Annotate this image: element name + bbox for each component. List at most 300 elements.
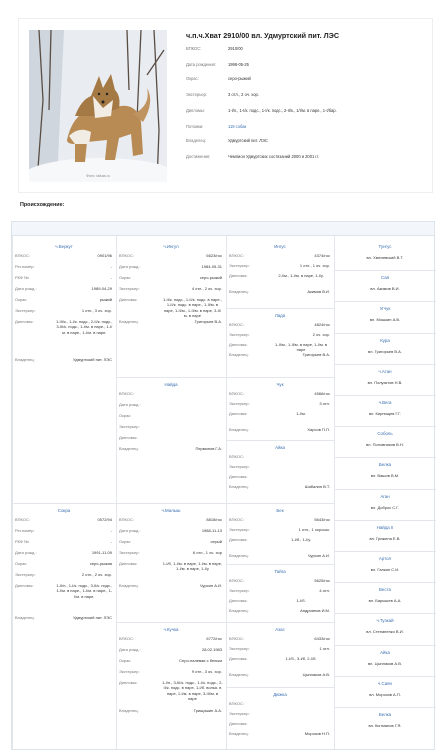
ancestor-cell <box>334 306 436 322</box>
ancestor-cell <box>334 369 436 385</box>
row-separator <box>12 503 116 504</box>
detail-row <box>116 583 226 588</box>
detail-value: 1 отл., 1 хорошо. <box>298 527 330 532</box>
detail-value: 8818/гос <box>206 517 222 522</box>
detail-value: 1991-11-09 <box>91 550 112 555</box>
detail-value: 28.02.1983 <box>201 647 222 652</box>
ancestor-cell <box>334 681 436 697</box>
detail-label: Владелец: <box>229 553 249 558</box>
detail-label: Дипломы: <box>229 721 248 726</box>
ancestor-name-link[interactable]: Тунгус <box>378 244 392 249</box>
ancestor-owner: вл. Григорьев В.А. <box>368 348 402 354</box>
ancestor-cell <box>334 650 436 666</box>
detail-label: Владелец: <box>229 289 249 294</box>
detail-value: 1-I/м. <box>296 411 306 416</box>
detail-row <box>12 550 116 555</box>
detail-row <box>226 474 334 479</box>
ancestor-owner: вл. Барышев А.А. <box>368 598 402 604</box>
detail-label: ВПКОС: <box>229 391 244 396</box>
detail-label: Владелец: <box>15 357 35 362</box>
detail-label: ВПКОС: <box>119 636 134 641</box>
detail-label: РКФ №: <box>15 539 30 544</box>
laika-dog-image <box>29 30 167 182</box>
ancestor-name-link[interactable]: Белка <box>378 712 392 717</box>
detail-row <box>116 253 226 258</box>
info-value: 3 отл., 2 оч. хор. <box>228 92 259 97</box>
detail-label: Дипломы: <box>229 537 248 542</box>
detail-value: 1-I/б. <box>296 598 306 603</box>
ancestor-name-link[interactable]: Найда II <box>376 524 394 530</box>
detail-value: - <box>110 528 112 533</box>
detail-row <box>116 402 226 407</box>
detail-label: Экстерьер: <box>229 263 250 268</box>
detail-label: Экстерьер: <box>229 401 250 406</box>
detail-label: Дипломы: <box>229 273 248 278</box>
detail-row <box>12 615 116 620</box>
detail-value: Удмуртский пит. ЛЭС <box>73 357 112 362</box>
detail-row <box>226 427 334 432</box>
ancestor-name-link[interactable]: ч.Вега <box>378 400 392 405</box>
ancestor-name-link[interactable]: ч.Атан <box>378 368 392 374</box>
row-separator <box>226 440 334 441</box>
info-value[interactable] <box>228 124 246 129</box>
detail-value: 1 отл. <box>319 646 330 651</box>
detail-value: - <box>110 539 112 544</box>
detail-value: 1-I/б., 1-I/у. <box>291 537 311 542</box>
pedigree-table <box>11 221 435 750</box>
detail-row <box>226 731 334 736</box>
detail-row <box>226 352 334 357</box>
ancestor-cell <box>334 618 436 634</box>
detail-value: 1-I/б, 1-I/м. в паре, 1-I/м. в паре, 1-I/м. в паре, 1-I/у <box>162 561 223 572</box>
detail-label: Владелец: <box>119 319 139 324</box>
detail-value: Цыплаков А.В. <box>302 672 330 677</box>
detail-row <box>116 647 226 652</box>
detail-label: Экстерьер: <box>229 527 250 532</box>
detail-row <box>226 454 334 459</box>
detail-value: 1984-05-31 <box>201 264 222 269</box>
dog-title: ч.п.ч.Хват 2910/00 вл. Удмуртский пит. ЛЭС <box>186 31 340 40</box>
ancestor-name-link[interactable]: Веста <box>379 587 391 593</box>
dog-name-link[interactable]: Тайга <box>274 569 286 574</box>
detail-label: Рег.номер: <box>15 264 35 269</box>
detail-label: Окрас: <box>15 297 28 302</box>
detail-label: Дата рожд.: <box>119 264 141 269</box>
detail-row <box>116 708 226 713</box>
detail-row <box>12 308 116 313</box>
detail-row <box>116 669 226 674</box>
detail-label: Дипломы: <box>229 598 248 603</box>
detail-label: Экстерьер: <box>119 286 140 291</box>
detail-label: Дипломы: <box>229 474 248 479</box>
row-separator <box>116 503 226 504</box>
detail-label: Дипломы: <box>229 342 248 347</box>
detail-label: ВПКОС: <box>229 578 244 583</box>
ancestor-name-link[interactable]: Соболь <box>377 431 393 437</box>
detail-value: Удмуртский пит. ЛЭС <box>73 615 112 620</box>
detail-label: Окрас: <box>119 413 132 418</box>
row-separator <box>334 520 436 521</box>
detail-row <box>226 391 334 396</box>
detail-row <box>226 517 334 522</box>
detail-label: ВПКОС: <box>119 253 134 258</box>
ancestor-owner: вл. Вашов В.М. <box>370 473 400 479</box>
detail-label: Экстерьер: <box>119 669 140 674</box>
detail-row <box>12 572 116 577</box>
detail-label: Владелец: <box>229 672 249 677</box>
row-separator <box>334 489 436 490</box>
detail-value: 4566/гос <box>314 391 330 396</box>
detail-label: ВПКОС: <box>229 517 244 522</box>
info-value: 2910/00 <box>228 46 243 51</box>
detail-row <box>226 322 334 327</box>
detail-label: Дипломы: <box>119 435 138 440</box>
detail-row <box>226 646 334 651</box>
detail-value: 4824/гос <box>314 322 330 327</box>
detail-value: 6433/гос <box>314 636 330 641</box>
detail-row <box>226 332 334 337</box>
row-separator <box>334 707 436 708</box>
detail-label: Владелец: <box>229 608 249 613</box>
dog-name-link[interactable]: ч.Беркут <box>55 244 73 249</box>
info-value: Чемпион Удмуртских состязаний 2000 и 2001 гг. <box>228 154 320 159</box>
detail-row <box>226 701 334 706</box>
ancestor-cell <box>334 556 436 572</box>
detail-label: Экстерьер: <box>15 308 36 313</box>
detail-value: 1-II/м., 1-II/м. в паре, 1-I/м. в паре <box>275 342 328 353</box>
detail-label: Экстерьер: <box>229 646 250 651</box>
detail-label: Окрас: <box>119 658 132 663</box>
detail-label: Дипломы: <box>229 411 248 416</box>
info-label: ВПКОС: <box>186 46 202 51</box>
row-separator <box>226 687 334 688</box>
ancestor-owner: вл. Морозов А.П. <box>369 691 401 697</box>
detail-label: Владелец: <box>119 446 139 451</box>
detail-row <box>116 413 226 418</box>
ancestor-cell <box>334 244 436 260</box>
detail-row <box>226 253 334 258</box>
detail-value: Серо-палевая с белым <box>179 658 222 663</box>
ancestor-owner: вл. Хмелевский В.Т. <box>366 255 404 260</box>
row-separator <box>116 622 226 623</box>
row-separator <box>334 364 436 365</box>
detail-label: Дата рожд.: <box>119 402 141 407</box>
row-separator <box>226 622 334 623</box>
detail-label: Дипломы: <box>15 583 34 588</box>
info-label: Владелец: <box>186 138 207 143</box>
detail-label: ВПКОС: <box>229 454 244 459</box>
detail-label: Экстерьер: <box>119 550 140 555</box>
dog-name-link[interactable]: Сокра <box>57 508 71 513</box>
ancestor-owner: вл. Кирпищев Г.Г. <box>368 411 402 416</box>
detail-row <box>226 588 334 593</box>
detail-label: ВПКОС: <box>119 517 134 522</box>
dog-name-link[interactable]: Ингус <box>274 244 286 249</box>
ancestor-name-link[interactable]: ч.Саян <box>378 680 392 686</box>
detail-row <box>12 253 116 258</box>
info-label: Окрас: <box>186 76 199 81</box>
detail-value: Чурсин А.И. <box>199 583 222 588</box>
detail-row <box>12 539 116 544</box>
row-separator <box>334 426 436 427</box>
ancestor-name-link[interactable]: Айка <box>380 649 390 655</box>
dog-name-link[interactable]: Бек <box>276 508 284 513</box>
detail-label: Дипломы: <box>119 680 138 685</box>
detail-row <box>12 297 116 302</box>
dog-name-link[interactable]: ч.Малыш <box>161 508 181 513</box>
detail-label: Окрас: <box>119 275 132 280</box>
dog-photo[interactable] <box>29 30 167 182</box>
ancestor-name-link[interactable]: Артол <box>378 556 392 561</box>
detail-value: Перминов Г.А. <box>195 446 222 451</box>
detail-value: 9 отл., 3 оч. хор. <box>191 669 222 674</box>
ancestor-name-link[interactable]: Угчук <box>379 306 391 312</box>
detail-value: 2 оч. хор. <box>312 332 330 337</box>
row-separator <box>334 457 436 458</box>
detail-value: рыжий <box>99 297 112 302</box>
detail-value: серый <box>210 539 222 544</box>
row-separator <box>334 551 436 552</box>
detail-value: Грищишин А.А. <box>193 708 222 713</box>
detail-row <box>12 286 116 291</box>
detail-value: Григорьев В.А. <box>302 352 330 357</box>
detail-label: Владелец: <box>229 484 249 489</box>
ancestor-name-link[interactable]: Аган <box>380 493 390 499</box>
detail-value: 1-II/п., 1-I/к. подс., 3-II/к. подс., 1-I/м. в паре., 1-I/м. в паре., 1-I/м. в паре. <box>56 583 113 599</box>
ancestor-owner: вл. Степаненко В.И. <box>366 629 404 635</box>
detail-row <box>116 550 226 555</box>
detail-value: Акимов В.И. <box>307 289 330 294</box>
detail-label: Экстерьер: <box>229 588 250 593</box>
detail-row <box>226 401 334 406</box>
detail-value: Андриянов И.М. <box>300 608 330 613</box>
detail-label: Окрас: <box>15 561 28 566</box>
detail-label: Дата рожд.: <box>15 286 37 291</box>
detail-row <box>116 319 226 324</box>
detail-value: 1 отл., 1 оч. хор. <box>299 263 330 268</box>
detail-value: 6623/гос <box>206 253 222 258</box>
detail-row <box>116 446 226 451</box>
detail-row <box>12 264 116 269</box>
detail-label: Экстерьер: <box>229 464 250 469</box>
row-separator <box>334 645 436 646</box>
detail-row <box>12 517 116 522</box>
detail-label: ВПКОС: <box>229 636 244 641</box>
detail-row <box>226 263 334 268</box>
detail-row <box>116 435 226 440</box>
detail-row <box>226 578 334 583</box>
detail-label: ВПКОС: <box>229 253 244 258</box>
detail-row <box>116 658 226 663</box>
detail-row <box>116 391 226 396</box>
ancestor-owner: вл. Доброс С.Г. <box>370 504 400 510</box>
dog-name-link[interactable]: Азас <box>275 627 285 632</box>
detail-value: 1-I/п., 3-III/к. подс., 1-I/к. подс., 2-II/к. подс. в паре, 1-I/б. волья. в паре, 1-I/м. в паре, 3-III/м. в паре <box>162 680 223 702</box>
detail-label: ВПКОС: <box>229 701 244 706</box>
detail-row <box>226 636 334 641</box>
detail-value: Морозов Н.П. <box>304 731 330 736</box>
detail-label: Владелец: <box>119 583 139 588</box>
detail-value: 2 отл., 2 оч. хор. <box>81 572 112 577</box>
info-value: Удмуртский пит. ЛЭС <box>228 138 268 143</box>
detail-value: 0572/94 <box>97 517 112 522</box>
dog-name-link[interactable]: Найда <box>164 382 178 387</box>
ancestor-cell <box>334 712 436 728</box>
detail-value: Харсов П.П. <box>307 427 330 432</box>
row-separator <box>334 270 436 271</box>
detail-label: ВПКОС: <box>15 253 30 258</box>
descendants-link[interactable]: 119 собак <box>228 124 247 129</box>
row-separator <box>334 395 436 396</box>
detail-label: ВПКОС: <box>229 322 244 327</box>
detail-value: 1 отл., 3 оч. хор. <box>81 308 112 313</box>
detail-label: Экстерьер: <box>229 332 250 337</box>
detail-row <box>12 561 116 566</box>
photo-caption: Фото: laikas.ru <box>86 174 110 178</box>
dog-name-link[interactable]: Чук <box>276 382 284 387</box>
row-separator <box>334 582 436 583</box>
row-separator <box>334 676 436 677</box>
detail-value: 4374/гос <box>314 253 330 258</box>
ancestor-name-link[interactable]: Белка <box>378 462 392 468</box>
ancestor-owner: вл. Полуэктов Н.В. <box>367 379 403 385</box>
info-label: Достижения: <box>186 154 211 159</box>
ancestor-owner: вл. Грижена Е.В. <box>369 535 401 541</box>
detail-value: 6772/гос <box>206 636 222 641</box>
detail-row <box>116 517 226 522</box>
detail-row <box>226 527 334 532</box>
detail-label: Владелец: <box>229 731 249 736</box>
info-value: серо-рыжий <box>228 76 251 81</box>
detail-label: Дата рожд.: <box>119 528 141 533</box>
detail-value: 1-III/к., 1-I/к. подс., 2-II/к. подс., 3-III/к. подс., 1-I/м. в паре., 1-I/м. в паре., 1-I/м. в паре. <box>56 319 113 335</box>
detail-label: Владелец: <box>229 352 249 357</box>
dog-name-link[interactable]: ч.Ингул <box>163 244 179 249</box>
ancestor-owner: вл. Кытманов Г.Я. <box>368 723 402 728</box>
row-separator <box>334 333 436 334</box>
detail-value: 6 отл., 1 оч. хор <box>192 550 222 555</box>
detail-value: 4 отл. <box>319 588 330 593</box>
detail-value: Чурсин А.И. <box>307 553 330 558</box>
detail-row <box>116 286 226 291</box>
row-separator <box>226 308 334 309</box>
ancestor-cell <box>334 525 436 541</box>
ancestor-owner: вл. Акимов В.И. <box>370 286 400 292</box>
detail-label: Экстерьер: <box>119 424 140 429</box>
detail-row <box>226 464 334 469</box>
dog-name-link[interactable]: ч.Кучка <box>163 627 179 632</box>
detail-label: Экстерьер: <box>229 711 250 716</box>
detail-row <box>116 528 226 533</box>
dog-name-link[interactable]: Айка <box>275 445 285 450</box>
detail-value: серо-рыжий <box>199 275 222 280</box>
detail-row <box>12 357 116 362</box>
detail-row <box>226 721 334 726</box>
dog-name-link[interactable]: Дюжка <box>273 692 287 697</box>
detail-value: Григорьев В.А. <box>194 319 222 324</box>
info-value: 1-I/п., 1-I/к. подс., 1-I/к. подс., 2-II/к., 1/I/м. в паре., 1-I/бар. <box>228 108 337 113</box>
detail-value: 2-I/м., 1-I/м. в паре, 1-I/у. <box>278 273 324 278</box>
detail-label: Владелец: <box>119 708 139 713</box>
detail-row <box>226 608 334 613</box>
detail-value: 1988-11-13 <box>201 528 222 533</box>
ancestor-owner: вл. Половников В.Н. <box>366 442 404 448</box>
info-label: Дата рождения: <box>186 62 217 67</box>
ancestor-cell <box>334 494 436 510</box>
detail-label: Дата рожд.: <box>15 550 37 555</box>
ancestor-name-link[interactable]: Кура <box>380 337 390 343</box>
detail-row <box>116 539 226 544</box>
dog-name-link[interactable]: Лада <box>274 313 286 318</box>
detail-label: Дата рожд.: <box>119 647 141 652</box>
detail-value: 4 отл., 2 оч. хор. <box>191 286 222 291</box>
detail-row <box>226 484 334 489</box>
pedigree-title: Происхождение: <box>20 202 65 208</box>
row-separator <box>226 377 334 378</box>
detail-value: 3 отл. <box>319 401 330 406</box>
detail-value: Шабалин В.Т. <box>304 484 330 489</box>
ancestor-cell <box>334 431 436 447</box>
ancestor-name-link[interactable]: ч.Тузкай <box>376 618 394 624</box>
detail-row <box>116 636 226 641</box>
detail-row <box>226 672 334 677</box>
ancestor-cell <box>334 462 436 478</box>
ancestor-owner: вл. Цыплаков А.В. <box>368 660 402 666</box>
detail-label: Дипломы: <box>15 319 34 324</box>
info-label: Дипломы: <box>186 108 205 113</box>
detail-value: - <box>110 275 112 280</box>
detail-label: ВПКОС: <box>119 391 134 396</box>
detail-label: Дипломы: <box>119 561 138 566</box>
detail-label: Владелец: <box>15 615 35 620</box>
detail-label: ВПКОС: <box>15 517 30 522</box>
detail-value: 1989-04-29 <box>91 286 112 291</box>
detail-label: Владелец: <box>229 427 249 432</box>
info-label: Экстерьер: <box>186 92 208 97</box>
ancestor-cell <box>334 587 436 603</box>
detail-row <box>116 424 226 429</box>
ancestor-owner: вл. Галкин С.И. <box>370 567 400 572</box>
ancestor-cell <box>334 275 436 291</box>
detail-label: Рег.номер: <box>15 528 35 533</box>
ancestor-owner: вл. Мошкин А.В. <box>369 317 401 323</box>
detail-value: 5643/гос <box>314 517 330 522</box>
ancestor-name-link[interactable]: Сая <box>380 275 390 281</box>
detail-value: - <box>110 264 112 269</box>
ancestor-cell <box>334 338 436 354</box>
detail-value: 0901/96 <box>97 253 112 258</box>
row-separator <box>226 564 334 565</box>
detail-row <box>116 264 226 269</box>
detail-row <box>226 289 334 294</box>
detail-row <box>12 528 116 533</box>
detail-label: Дипломы: <box>119 297 138 302</box>
row-separator <box>116 377 226 378</box>
row-separator <box>226 503 334 504</box>
info-label: Потомки: <box>186 124 204 129</box>
pedigree-header <box>12 222 434 236</box>
row-separator <box>334 301 436 302</box>
detail-value: 1-II/к. подс., 1-II/к. подс. в паре., 1-II/к. подс. в паре., 1-II/м. в паре, 1-II/м., 1-II/м. в паре, 3-II/м. в паре <box>163 297 222 319</box>
detail-row <box>226 553 334 558</box>
detail-row <box>12 275 116 280</box>
detail-label: РКФ №: <box>15 275 30 280</box>
row-separator <box>334 613 436 614</box>
detail-label: Окрас: <box>119 539 132 544</box>
detail-value: 5625/гос <box>314 578 330 583</box>
detail-value: 1-I/б., 3-I/б, 2-I/б. <box>285 656 317 661</box>
ancestor-cell <box>334 400 436 416</box>
